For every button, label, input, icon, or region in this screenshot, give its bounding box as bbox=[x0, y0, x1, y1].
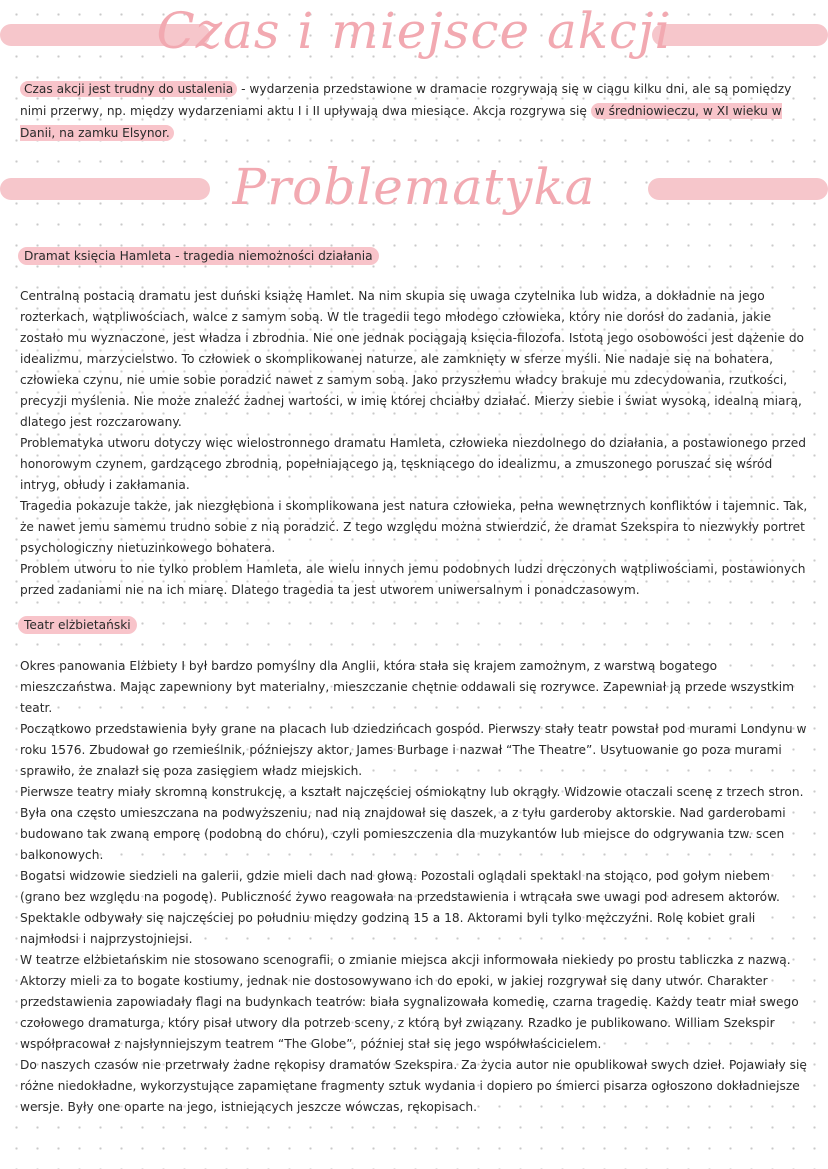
paragraph: W teatrze elżbietańskim nie stosowano scenografii, o zmianie miejsca akcji informowała niekiedy po prostu tabliczka z nazwą. Aktorzy mieli za to bogate kostiumy, jednak nie dostosowywano ich do epoki, w jakiej rozgrywał się dany utwór. Charakter przedstawienia zapowiadały flagi na budynkach teatrów: biała sygnalizowała komedię, czarna tragedię. Każdy teatr miał swego czołowego dramaturga, który pisał utwory dla potrzeb sceny, z którą był związany. Rzadko je publikowano. William Szekspir współpracował z najsłynniejszym teatrem “The Globe”, później stał się jego współwłaścicielem. bbox=[20, 953, 799, 1051]
paragraph: Okres panowania Elżbiety I był bardzo pomyślny dla Anglii, która stała się krajem zamożnym, z warstwą bogatego mieszczaństwa. Mając zapewniony byt materialny, mieszczanie chętnie oddawali się rozrywce. Zapewniał ją przede wszystkim teatr. bbox=[20, 659, 794, 715]
paragraph: Pierwsze teatry miały skromną konstrukcję, a kształt najczęściej ośmiokątny lub okrągły. Widzowie otaczali scenę z trzech stron. Była ona często umieszczana na podwyższeniu, nad nią znajdował się daszek, a z tyłu garderoby aktorskie. Nad garderobami budowano tak zwaną emporę (podobną do chóru), czyli pomieszczenia dla muzykantów lub miejsce do odgrywania tzw. scen balkonowych. bbox=[20, 785, 804, 862]
problematyka-text bbox=[20, 286, 810, 601]
highlight-czas: Czas akcji jest trudny do ustalenia bbox=[20, 81, 237, 97]
paragraph: Do naszych czasów nie przetrwały żadne rękopisy dramatów Szekspira. Za życia autor nie opublikował swych dzieł. Pojawiały się różne niedokładne, wykorzystujące zapamiętane fragmenty sztuk wydania i dopiero po śmierci pisarza ogłoszono dokładniejsze wersje. Były one oparte na jego, istniejących jeszcze wówczas, rękopisach. bbox=[20, 1058, 807, 1114]
paragraph: Bogatsi widzowie siedzieli na galerii, gdzie mieli dach nad głową. Pozostali oglądali spektakl na stojąco, pod gołym niebem (grano bez względu na pogodę). Publiczność żywo reagowała na przedstawienia i wtrącała swe uwagi pod adresem aktorów. Spektakle odbywały się najczęściej po południu między godziną 15 a 18. Aktorami byli tylko mężczyźni. Rolę kobiet grali najmłodsi i najprzystojniejsi. bbox=[20, 869, 780, 946]
paragraph: Tragedia pokazuje także, jak niezgłębiona i skomplikowana jest natura człowieka, pełna wewnętrznych konfliktów i tajemnic. Tak, że nawet jemu samemu trudno sobie z nią poradzić. Z tego względu można stwierdzić, że dramat Szekspira to niezwykły portret psychologiczny nietuzinkowego bohatera. bbox=[20, 499, 808, 555]
highlight-miejsce: w średniowieczu, w XI wieku w Danii, na zamku Elsynor. bbox=[20, 104, 782, 140]
czas-paragraph bbox=[20, 78, 810, 144]
teatr-text bbox=[20, 656, 810, 1118]
czas-text: - wydarzenia przedstawione w dramacie rozgrywają się w ciągu kilku dni, ale są pomiędzy nimi przerwy, np. między wydarzeniami aktu I i II upływają dwa miesiące. Akcja rozgrywa się bbox=[20, 82, 792, 118]
section-title-problematyka: Problematyka bbox=[232, 158, 596, 216]
paragraph: Centralną postacią dramatu jest duński książę Hamlet. Na nim skupia się uwaga czytelnika lub widza, a dokładnie na jego rozterkach, wątpliwościach, walce z samym sobą. W tle tragedii tego młodego człowieka, który nie dorósł do zadania, jakie zostało mu wyznaczone, jest władza i zbrodnia. Nie one jednak pociągają księcia-filozofa. Istotą jego osobowości jest dążenie do idealizmu, marzycielstwo. To człowiek o skomplikowanej naturze, ale zamknięty w sferze myśli. Nie nadaje się na bohatera, człowieka czynu, nie umie sobie poradzić nawet z samym sobą. Jako przyszłemu władcy brakuje mu zdecydowania, rzutkości, precyzji myślenia. Nie może znaleźć żadnej wartości, w imię której chciałby działać. Mierzy siebie i świat wysoką, idealną miarą, dlatego jest rozczarowany. bbox=[20, 289, 805, 429]
paragraph: Problematyka utworu dotyczy więc wielostronnego dramatu Hamleta, człowieka niezdolnego do działania, a postawionego przed honorowym czynem, gardzącego zbrodnią, popełniającego ją, tęskniącego do idealizmu, a zmuszonego poruszać się wśród intryg, obłudy i zakłamania. bbox=[20, 436, 807, 492]
section-title-czas: Czas i miejsce akcji bbox=[156, 2, 672, 60]
subheading-teatr: Teatr elżbietański bbox=[18, 616, 137, 634]
paragraph: Początkowo przedstawienia były grane na placach lub dziedzińcach gospód. Pierwszy stały teatr powstał pod murami Londynu w roku 1576. Zbudował go rzemieślnik, późniejszy aktor, James Burbage i nazwał “The Theatre”. Usytuowanie go poza murami sprawiło, że znalazł się poza zasięgiem władz miejskich. bbox=[20, 722, 807, 778]
paragraph: Problem utworu to nie tylko problem Hamleta, ale wielu innych jemu podobnych ludzi dręczonych wątpliwościami, postawionych przed zadaniami nie na ich miarę. Dlatego tragedia ta jest utworem uniwersalnym i ponadczasowym. bbox=[20, 562, 806, 597]
subheading-dramat: Dramat księcia Hamleta - tragedia niemożności działania bbox=[18, 247, 379, 265]
